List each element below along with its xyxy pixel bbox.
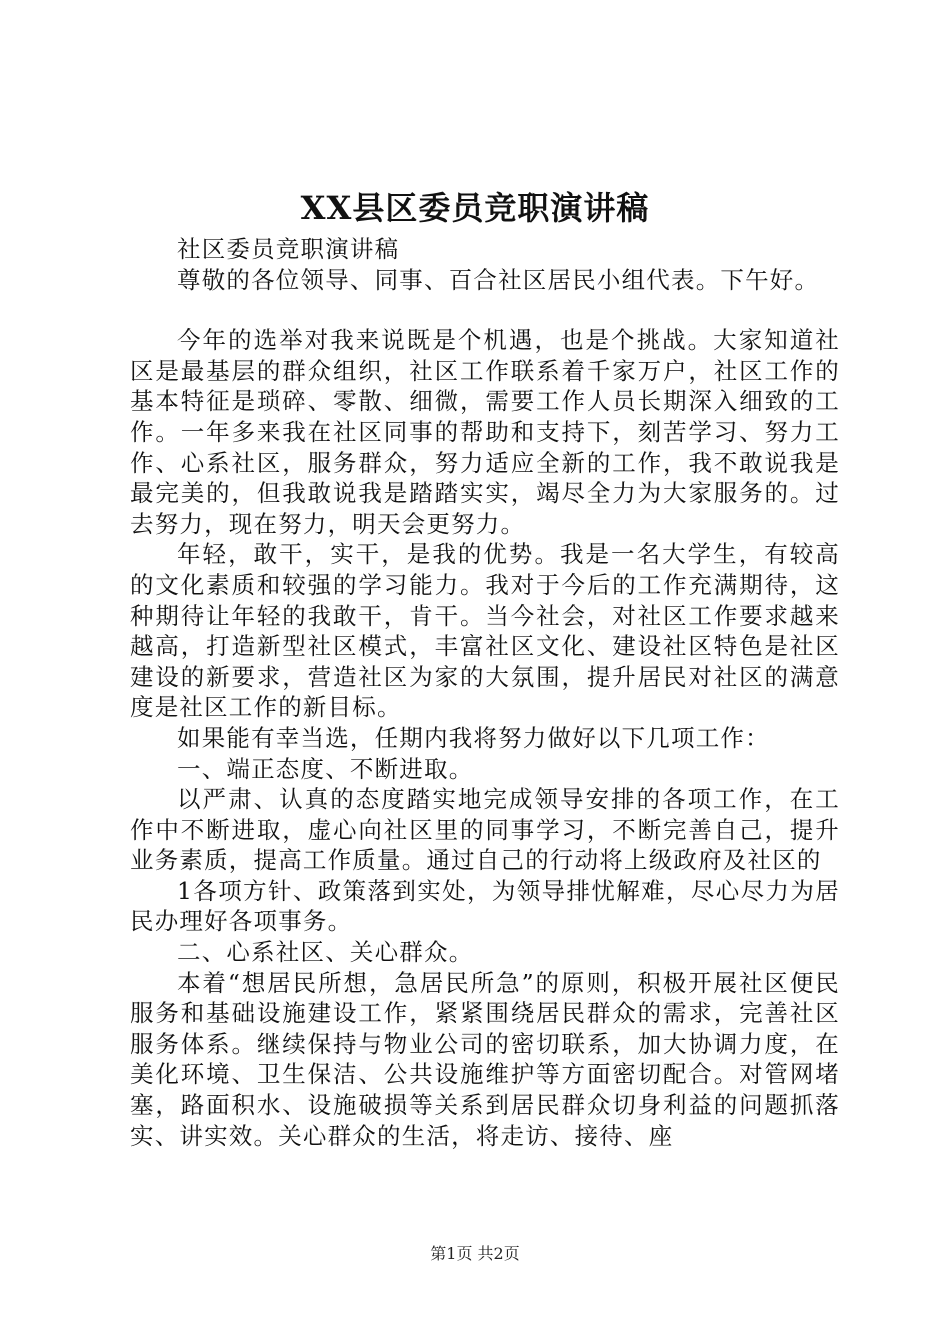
paragraph-advantages: 年轻，敢干，实干，是我的优势。我是一名大学生，有较高的文化素质和较强的学习能力。我对于今后的工作充满期待，这种期待让年轻的我敢干，肯干。当今社会，对社区工作要求越来越高，打造新型社区模式，丰富社区文化、建设社区特色是社区建设的新要求，营造社区为家的大氛围，提升居民对社区的满意度是社区工作的新目标。 bbox=[130, 540, 840, 722]
paragraph-subtitle: 社区委员竞职演讲稿 bbox=[177, 235, 400, 263]
paragraph-plan-lead: 如果能有幸当选，任期内我将努力做好以下几项工作： bbox=[177, 723, 770, 752]
document-body bbox=[130, 234, 840, 1151]
paragraph-point-2: 本着“想居民所想，急居民所急”的原则，积极开展社区便民服务和基础设施建设工作，紧紧围绕居民群众的需求，完善社区服务体系。继续保持与物业公司的密切联系，加大协调力度，在美化环境、卫生保洁、公共设施维护等方面密切配合。对管网堵塞，路面积水、设施破损等关系到居民群众切身利益的问题抓落实、讲实效。关心群众的生活，将走访、接待、座 bbox=[130, 968, 840, 1150]
document-title: XX县区委员竞职演讲稿 bbox=[300, 189, 650, 227]
page-footer: 第1页 共2页 bbox=[430, 1244, 520, 1263]
paragraph-point-1-cont: 1各项方针、政策落到实处，为领导排忧解难，尽心尽力为居民办理好各项事务。 bbox=[130, 876, 840, 936]
paragraph-greeting: 尊敬的各位领导、同事、百合社区居民小组代表。下午好。 bbox=[177, 265, 820, 294]
paragraph-heading-1: 一、端正态度、不断进取。 bbox=[177, 754, 474, 783]
paragraph-heading-2: 二、心系社区、关心群众。 bbox=[177, 938, 474, 967]
paragraph-intro: 今年的选举对我来说既是个机遇，也是个挑战。大家知道社区是最基层的群众组织，社区工作联系着千家万户，社区工作的基本特征是琐碎、零散、细微，需要工作人员长期深入细致的工作。一年多来我在社区同事的帮助和支持下，刻苦学习、努力工作、心系社区，服务群众，努力适应全新的工作，我不敢说我是最完美的，但我敢说我是踏踏实实，竭尽全力为大家服务的。过去努力，现在努力，明天会更努力。 bbox=[130, 326, 840, 538]
paragraph-point-1: 以严肃、认真的态度踏实地完成领导安排的各项工作，在工作中不断进取，虚心向社区里的同事学习，不断完善自己，提升业务素质，提高工作质量。通过自己的行动将上级政府及社区的 bbox=[130, 785, 840, 875]
